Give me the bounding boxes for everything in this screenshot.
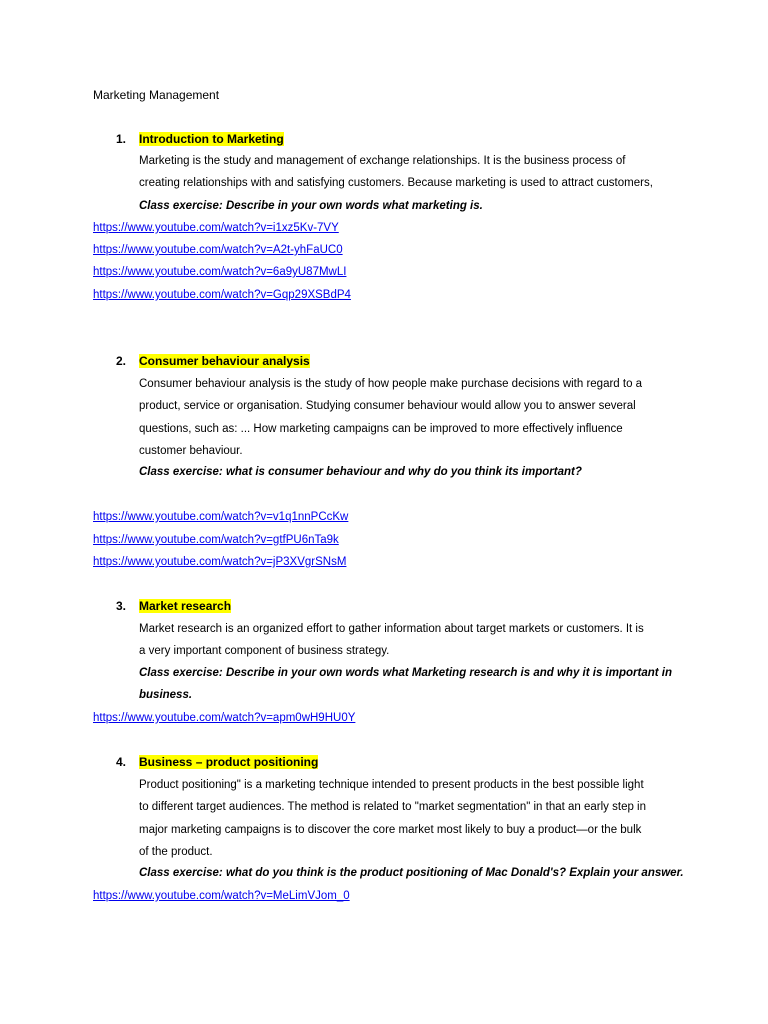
paragraph-line: questions, such as: ... How marketing campaigns can be improved to more effectively influence: [139, 422, 623, 435]
section-heading-introduction: [116, 131, 284, 147]
paragraph-line: major marketing campaigns is to discover the core market most likely to buy a product—or the bulk: [139, 823, 642, 836]
section-number: 2.: [116, 354, 127, 368]
section-paragraph: [139, 618, 684, 663]
section-heading-product-positioning: [116, 754, 318, 770]
exercise-line: Class exercise: what is consumer behaviour and why do you think its important?: [139, 466, 582, 478]
section-heading-consumer-behaviour: [116, 353, 310, 369]
class-exercise: [139, 862, 684, 884]
paragraph-line: a very important component of business strategy.: [139, 645, 390, 658]
paragraph-line: creating relationships with and satisfying customers. Because marketing is used to attract customers,: [139, 177, 653, 190]
paragraph-line: of the product.: [139, 845, 213, 858]
section-heading-text: Market research: [139, 599, 232, 613]
youtube-link[interactable]: https://www.youtube.com/watch?v=jP3XVgrSNsM: [93, 556, 347, 568]
section-number: 3.: [116, 599, 127, 613]
paragraph-line: Consumer behaviour analysis is the study of how people make purchase decisions with regard to a: [139, 378, 643, 390]
exercise-line: Class exercise: Describe in your own words what marketing is.: [139, 200, 483, 212]
exercise-line: Class exercise: Describe in your own words what Marketing research is and why it is important in: [139, 667, 672, 679]
paragraph-line: product, service or organisation. Studying consumer behaviour would allow you to answer several: [139, 400, 636, 413]
class-exercise: [139, 195, 684, 217]
section-heading-text: Business – product positioning: [139, 755, 319, 769]
youtube-link[interactable]: https://www.youtube.com/watch?v=v1q1nnPCcKw: [93, 511, 349, 523]
paragraph-line: customer behaviour.: [139, 444, 243, 457]
section-heading-text: Consumer behaviour analysis: [139, 354, 310, 368]
document-title: Marketing Management: [93, 88, 220, 102]
section-paragraph: [139, 150, 684, 195]
section-paragraph: [139, 373, 684, 462]
youtube-link[interactable]: https://www.youtube.com/watch?v=apm0wH9HU0Y: [93, 712, 356, 724]
youtube-link[interactable]: https://www.youtube.com/watch?v=6a9yU87MwLI: [93, 266, 347, 278]
exercise-line: Class exercise: what do you think is the product positioning of Mac Donald's? Explain your answer.: [139, 867, 684, 879]
class-exercise: [139, 662, 684, 706]
exercise-line: business.: [139, 689, 193, 701]
section-heading-market-research: [116, 598, 231, 614]
paragraph-line: to different target audiences. The method is related to "market segmentation" in that an early step in: [139, 801, 647, 814]
youtube-link[interactable]: https://www.youtube.com/watch?v=MeLimVJom_0: [93, 890, 350, 902]
paragraph-line: Product positioning" is a marketing technique intended to present products in the best possible light: [139, 779, 644, 791]
section-paragraph: [139, 774, 684, 863]
paragraph-line: Market research is an organized effort to gather information about target markets or customers. It is: [139, 623, 644, 635]
section-number: 4.: [116, 755, 127, 769]
youtube-link[interactable]: https://www.youtube.com/watch?v=A2t-yhFaUC0: [93, 244, 343, 256]
class-exercise: [139, 461, 684, 483]
youtube-link[interactable]: https://www.youtube.com/watch?v=i1xz5Kv-7VY: [93, 222, 339, 234]
section-heading-text: Introduction to Marketing: [139, 132, 284, 146]
paragraph-line: Marketing is the study and management of exchange relationships. It is the business process of: [139, 155, 626, 167]
section-number: 1.: [116, 132, 127, 146]
youtube-link[interactable]: https://www.youtube.com/watch?v=Gqp29XSBdP4: [93, 289, 351, 301]
youtube-link[interactable]: https://www.youtube.com/watch?v=gtfPU6nTa9k: [93, 534, 339, 546]
